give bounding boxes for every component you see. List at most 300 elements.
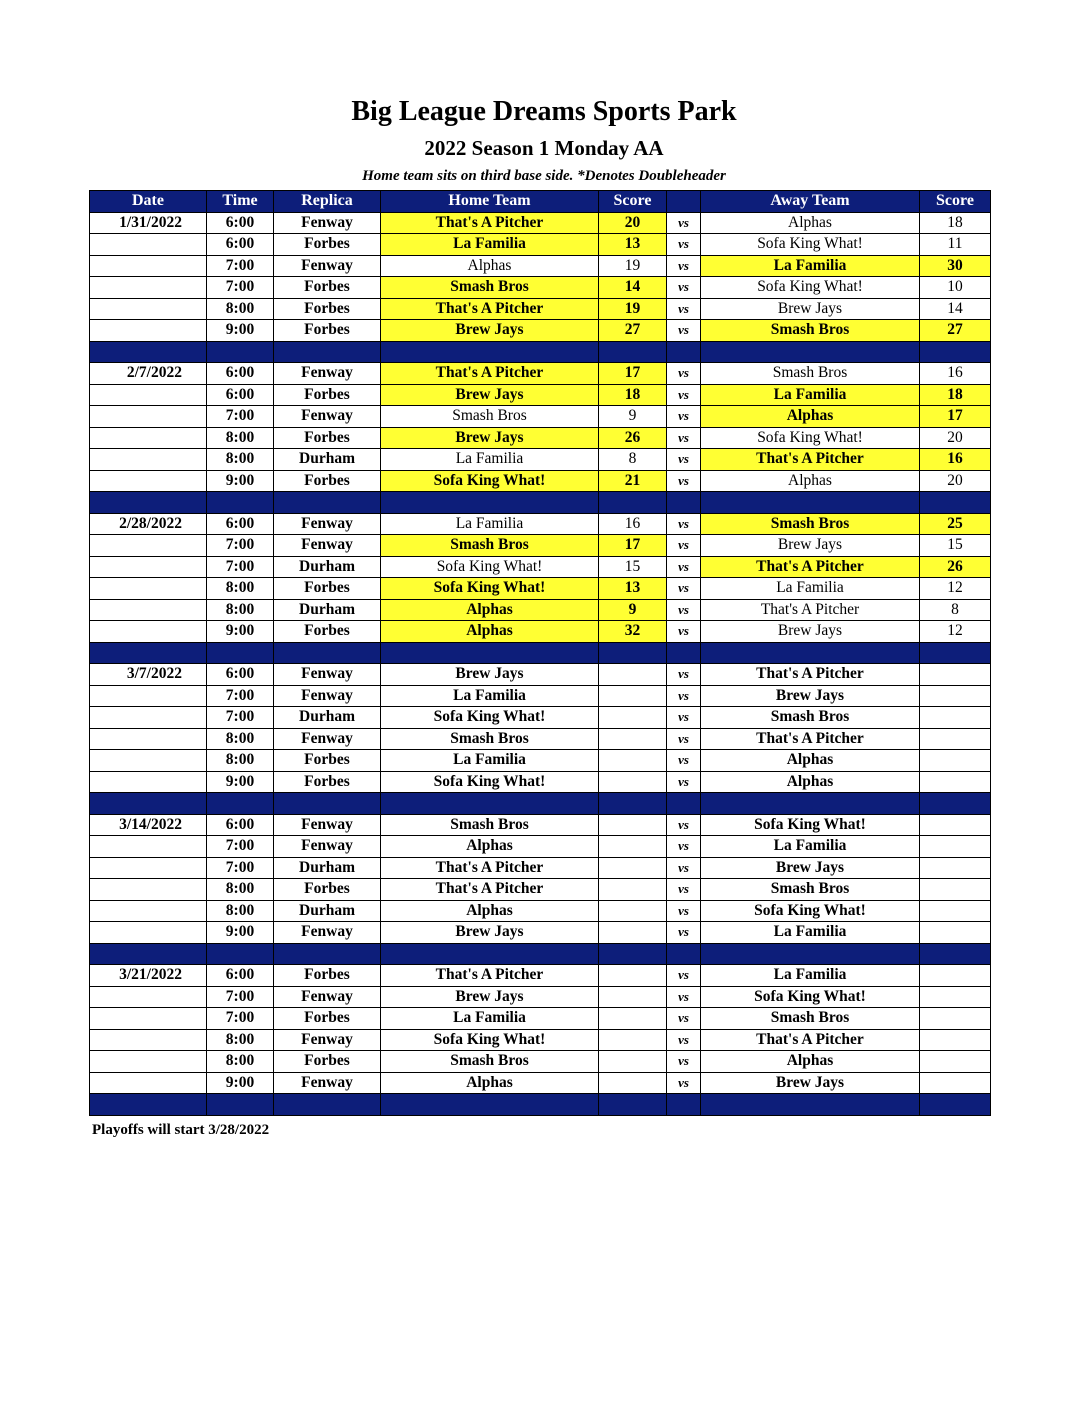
replica-cell: Fenway [274, 836, 381, 858]
date-cell [90, 578, 207, 600]
home-score-cell: 20 [599, 212, 667, 234]
separator-cell [920, 642, 991, 664]
vs-cell: vs [667, 1008, 701, 1030]
home-team-cell: That's A Pitcher [381, 212, 599, 234]
separator-cell [599, 1094, 667, 1116]
game-row [90, 707, 991, 729]
time-cell: 9:00 [207, 621, 274, 643]
away-score-cell: 12 [920, 621, 991, 643]
home-score-cell [599, 750, 667, 772]
game-row [90, 664, 991, 686]
time-cell: 9:00 [207, 1072, 274, 1094]
home-team-cell: Alphas [381, 836, 599, 858]
time-cell: 7:00 [207, 685, 274, 707]
away-score-cell [920, 1051, 991, 1073]
game-row [90, 298, 991, 320]
vs-cell: vs [667, 535, 701, 557]
date-cell: 3/7/2022 [90, 664, 207, 686]
replica-cell: Forbes [274, 277, 381, 299]
date-cell [90, 470, 207, 492]
home-score-cell [599, 836, 667, 858]
playoffs-note: Playoffs will start 3/28/2022 [92, 1122, 270, 1138]
home-team-cell: Alphas [381, 255, 599, 277]
away-score-cell [920, 728, 991, 750]
separator-cell [274, 793, 381, 815]
away-team-cell: Smash Bros [701, 513, 920, 535]
time-cell: 8:00 [207, 1029, 274, 1051]
game-row [90, 879, 991, 901]
replica-cell: Forbes [274, 1008, 381, 1030]
vs-cell: vs [667, 427, 701, 449]
home-score-cell: 27 [599, 320, 667, 342]
away-team-cell: Alphas [701, 406, 920, 428]
time-cell: 8:00 [207, 427, 274, 449]
game-row [90, 363, 991, 385]
home-team-cell: Smash Bros [381, 535, 599, 557]
game-row [90, 750, 991, 772]
replica-cell: Forbes [274, 1051, 381, 1073]
away-score-cell: 15 [920, 535, 991, 557]
home-team-cell: Brew Jays [381, 986, 599, 1008]
away-team-cell: That's A Pitcher [701, 449, 920, 471]
game-row [90, 234, 991, 256]
separator-cell [381, 642, 599, 664]
col-header-away-score: Score [920, 191, 991, 213]
vs-cell: vs [667, 234, 701, 256]
away-score-cell: 27 [920, 320, 991, 342]
home-team-cell: Sofa King What! [381, 556, 599, 578]
replica-cell: Forbes [274, 578, 381, 600]
away-score-cell: 11 [920, 234, 991, 256]
date-cell [90, 857, 207, 879]
replica-cell: Forbes [274, 965, 381, 987]
home-score-cell: 17 [599, 535, 667, 557]
game-row [90, 771, 991, 793]
date-cell [90, 384, 207, 406]
home-score-cell: 16 [599, 513, 667, 535]
home-score-cell: 14 [599, 277, 667, 299]
schedule-body [90, 212, 991, 1115]
schedule-table [89, 190, 991, 1116]
game-row [90, 320, 991, 342]
separator-cell [90, 341, 207, 363]
away-score-cell [920, 900, 991, 922]
vs-cell: vs [667, 922, 701, 944]
time-cell: 8:00 [207, 750, 274, 772]
game-row [90, 965, 991, 987]
replica-cell: Forbes [274, 320, 381, 342]
vs-cell: vs [667, 406, 701, 428]
replica-cell: Forbes [274, 771, 381, 793]
game-row [90, 621, 991, 643]
home-team-cell: Smash Bros [381, 406, 599, 428]
away-score-cell: 16 [920, 363, 991, 385]
home-team-cell: Alphas [381, 1072, 599, 1094]
date-cell: 1/31/2022 [90, 212, 207, 234]
vs-cell: vs [667, 836, 701, 858]
away-team-cell: Sofa King What! [701, 986, 920, 1008]
vs-cell: vs [667, 384, 701, 406]
replica-cell: Fenway [274, 255, 381, 277]
separator-cell [381, 793, 599, 815]
away-team-cell: That's A Pitcher [701, 664, 920, 686]
date-cell [90, 621, 207, 643]
time-cell: 6:00 [207, 664, 274, 686]
date-cell [90, 879, 207, 901]
time-cell: 8:00 [207, 578, 274, 600]
separator-cell [381, 1094, 599, 1116]
home-score-cell [599, 879, 667, 901]
home-score-cell [599, 900, 667, 922]
home-team-cell: Alphas [381, 900, 599, 922]
date-cell [90, 406, 207, 428]
date-cell [90, 900, 207, 922]
home-team-cell: That's A Pitcher [381, 879, 599, 901]
time-cell: 9:00 [207, 922, 274, 944]
home-team-cell: La Familia [381, 750, 599, 772]
separator-cell [701, 642, 920, 664]
time-cell: 8:00 [207, 449, 274, 471]
home-score-cell [599, 965, 667, 987]
home-score-cell [599, 922, 667, 944]
away-score-cell: 16 [920, 449, 991, 471]
game-row [90, 513, 991, 535]
vs-cell: vs [667, 879, 701, 901]
vs-cell: vs [667, 599, 701, 621]
separator-cell [274, 943, 381, 965]
away-team-cell: Smash Bros [701, 320, 920, 342]
home-team-cell: That's A Pitcher [381, 857, 599, 879]
time-cell: 6:00 [207, 513, 274, 535]
home-team-cell: La Familia [381, 449, 599, 471]
away-score-cell: 20 [920, 427, 991, 449]
vs-cell: vs [667, 986, 701, 1008]
home-team-cell: Smash Bros [381, 814, 599, 836]
date-cell: 3/14/2022 [90, 814, 207, 836]
game-row [90, 986, 991, 1008]
game-row [90, 900, 991, 922]
separator-cell [381, 943, 599, 965]
separator-cell [207, 793, 274, 815]
away-score-cell [920, 685, 991, 707]
time-cell: 6:00 [207, 384, 274, 406]
time-cell: 7:00 [207, 857, 274, 879]
home-score-cell: 9 [599, 406, 667, 428]
separator-cell [90, 1094, 207, 1116]
game-row [90, 857, 991, 879]
game-row [90, 728, 991, 750]
date-cell [90, 427, 207, 449]
replica-cell: Fenway [274, 513, 381, 535]
away-score-cell [920, 814, 991, 836]
date-cell [90, 707, 207, 729]
game-row [90, 1051, 991, 1073]
time-cell: 8:00 [207, 298, 274, 320]
away-score-cell: 17 [920, 406, 991, 428]
vs-cell: vs [667, 750, 701, 772]
vs-cell: vs [667, 857, 701, 879]
away-team-cell: La Familia [701, 578, 920, 600]
replica-cell: Fenway [274, 406, 381, 428]
away-score-cell: 26 [920, 556, 991, 578]
away-team-cell: Smash Bros [701, 707, 920, 729]
replica-cell: Fenway [274, 1029, 381, 1051]
replica-cell: Fenway [274, 212, 381, 234]
week-separator-row [90, 793, 991, 815]
replica-cell: Forbes [274, 427, 381, 449]
separator-cell [667, 1094, 701, 1116]
home-score-cell: 19 [599, 255, 667, 277]
away-score-cell: 12 [920, 578, 991, 600]
replica-cell: Durham [274, 599, 381, 621]
separator-cell [90, 793, 207, 815]
date-cell [90, 986, 207, 1008]
home-score-cell: 9 [599, 599, 667, 621]
away-score-cell: 8 [920, 599, 991, 621]
time-cell: 8:00 [207, 599, 274, 621]
date-cell [90, 255, 207, 277]
away-team-cell: That's A Pitcher [701, 599, 920, 621]
home-score-cell: 13 [599, 578, 667, 600]
separator-cell [599, 943, 667, 965]
home-team-cell: Alphas [381, 621, 599, 643]
week-separator-row [90, 943, 991, 965]
home-team-cell: That's A Pitcher [381, 363, 599, 385]
time-cell: 7:00 [207, 255, 274, 277]
game-row [90, 535, 991, 557]
away-score-cell [920, 707, 991, 729]
date-cell [90, 298, 207, 320]
vs-cell: vs [667, 578, 701, 600]
time-cell: 6:00 [207, 814, 274, 836]
separator-cell [701, 943, 920, 965]
col-header-vs [667, 191, 701, 213]
date-cell [90, 771, 207, 793]
separator-cell [599, 793, 667, 815]
away-score-cell [920, 986, 991, 1008]
week-separator-row [90, 642, 991, 664]
away-team-cell: Alphas [701, 212, 920, 234]
away-score-cell [920, 857, 991, 879]
separator-cell [920, 492, 991, 514]
game-row [90, 685, 991, 707]
date-cell [90, 836, 207, 858]
replica-cell: Forbes [274, 298, 381, 320]
away-team-cell: Brew Jays [701, 857, 920, 879]
replica-cell: Fenway [274, 363, 381, 385]
time-cell: 7:00 [207, 986, 274, 1008]
away-team-cell: La Familia [701, 255, 920, 277]
separator-cell [701, 492, 920, 514]
home-team-cell: La Familia [381, 234, 599, 256]
replica-cell: Fenway [274, 685, 381, 707]
home-score-cell [599, 1029, 667, 1051]
vs-cell: vs [667, 1051, 701, 1073]
separator-cell [701, 341, 920, 363]
away-team-cell: La Familia [701, 836, 920, 858]
game-row [90, 427, 991, 449]
home-team-cell: That's A Pitcher [381, 298, 599, 320]
separator-cell [667, 642, 701, 664]
separator-cell [599, 492, 667, 514]
separator-cell [381, 341, 599, 363]
vs-cell: vs [667, 298, 701, 320]
vs-cell: vs [667, 814, 701, 836]
time-cell: 7:00 [207, 1008, 274, 1030]
game-row [90, 384, 991, 406]
separator-cell [274, 642, 381, 664]
away-score-cell: 20 [920, 470, 991, 492]
game-row [90, 556, 991, 578]
separator-cell [381, 492, 599, 514]
time-cell: 7:00 [207, 556, 274, 578]
separator-cell [920, 943, 991, 965]
separator-cell [207, 943, 274, 965]
time-cell: 7:00 [207, 277, 274, 299]
home-team-cell: Smash Bros [381, 1051, 599, 1073]
game-row [90, 578, 991, 600]
time-cell: 8:00 [207, 900, 274, 922]
away-team-cell: Alphas [701, 771, 920, 793]
time-cell: 8:00 [207, 728, 274, 750]
replica-cell: Durham [274, 857, 381, 879]
home-team-cell: Sofa King What! [381, 470, 599, 492]
game-row [90, 449, 991, 471]
replica-cell: Fenway [274, 986, 381, 1008]
separator-cell [274, 341, 381, 363]
date-cell [90, 599, 207, 621]
home-score-cell: 18 [599, 384, 667, 406]
time-cell: 6:00 [207, 363, 274, 385]
replica-cell: Fenway [274, 664, 381, 686]
replica-cell: Fenway [274, 535, 381, 557]
home-score-cell [599, 1072, 667, 1094]
date-cell [90, 685, 207, 707]
away-team-cell: Alphas [701, 750, 920, 772]
separator-cell [667, 341, 701, 363]
col-header-home-team: Home Team [381, 191, 599, 213]
separator-cell [920, 1094, 991, 1116]
game-row [90, 470, 991, 492]
time-cell: 6:00 [207, 965, 274, 987]
away-team-cell: Brew Jays [701, 1072, 920, 1094]
away-score-cell [920, 965, 991, 987]
away-score-cell [920, 664, 991, 686]
week-separator-row [90, 341, 991, 363]
away-score-cell: 18 [920, 384, 991, 406]
header-row [90, 191, 991, 213]
away-score-cell: 25 [920, 513, 991, 535]
date-cell [90, 234, 207, 256]
away-score-cell [920, 922, 991, 944]
time-cell: 7:00 [207, 836, 274, 858]
game-row [90, 212, 991, 234]
vs-cell: vs [667, 965, 701, 987]
home-team-cell: Sofa King What! [381, 1029, 599, 1051]
game-row [90, 814, 991, 836]
separator-cell [90, 492, 207, 514]
vs-cell: vs [667, 556, 701, 578]
home-score-cell [599, 707, 667, 729]
col-header-replica: Replica [274, 191, 381, 213]
date-cell [90, 535, 207, 557]
time-cell: 9:00 [207, 470, 274, 492]
home-score-cell [599, 664, 667, 686]
away-team-cell: Brew Jays [701, 621, 920, 643]
vs-cell: vs [667, 771, 701, 793]
home-team-cell: Brew Jays [381, 384, 599, 406]
vs-cell: vs [667, 363, 701, 385]
replica-cell: Fenway [274, 728, 381, 750]
away-team-cell: Sofa King What! [701, 277, 920, 299]
separator-cell [920, 793, 991, 815]
game-row [90, 1072, 991, 1094]
separator-cell [207, 642, 274, 664]
away-score-cell [920, 750, 991, 772]
game-row [90, 1029, 991, 1051]
date-cell: 3/21/2022 [90, 965, 207, 987]
game-row [90, 255, 991, 277]
vs-cell: vs [667, 320, 701, 342]
home-score-cell: 26 [599, 427, 667, 449]
home-team-cell: Brew Jays [381, 427, 599, 449]
col-header-date: Date [90, 191, 207, 213]
home-team-cell: La Familia [381, 513, 599, 535]
vs-cell: vs [667, 1072, 701, 1094]
away-team-cell: Brew Jays [701, 298, 920, 320]
vs-cell: vs [667, 1029, 701, 1051]
away-team-cell: That's A Pitcher [701, 728, 920, 750]
replica-cell: Durham [274, 707, 381, 729]
home-score-cell [599, 728, 667, 750]
home-team-cell: Alphas [381, 599, 599, 621]
vs-cell: vs [667, 277, 701, 299]
time-cell: 6:00 [207, 212, 274, 234]
away-team-cell: Smash Bros [701, 1008, 920, 1030]
away-team-cell: Alphas [701, 470, 920, 492]
separator-cell [920, 341, 991, 363]
separator-cell [90, 642, 207, 664]
home-team-cell: Sofa King What! [381, 578, 599, 600]
home-team-cell: Sofa King What! [381, 771, 599, 793]
col-header-home-score: Score [599, 191, 667, 213]
home-score-cell: 32 [599, 621, 667, 643]
vs-cell: vs [667, 470, 701, 492]
time-cell: 8:00 [207, 1051, 274, 1073]
away-score-cell [920, 879, 991, 901]
home-score-cell: 8 [599, 449, 667, 471]
separator-cell [667, 943, 701, 965]
away-team-cell: Brew Jays [701, 535, 920, 557]
away-team-cell: La Familia [701, 922, 920, 944]
col-header-time: Time [207, 191, 274, 213]
away-team-cell: Alphas [701, 1051, 920, 1073]
vs-cell: vs [667, 900, 701, 922]
away-score-cell [920, 1072, 991, 1094]
date-cell [90, 750, 207, 772]
vs-cell: vs [667, 212, 701, 234]
away-score-cell [920, 1008, 991, 1030]
separator-cell [207, 492, 274, 514]
game-row [90, 599, 991, 621]
home-team-cell: La Familia [381, 685, 599, 707]
replica-cell: Fenway [274, 1072, 381, 1094]
replica-cell: Fenway [274, 814, 381, 836]
away-team-cell: Sofa King What! [701, 814, 920, 836]
replica-cell: Fenway [274, 922, 381, 944]
away-team-cell: Sofa King What! [701, 234, 920, 256]
vs-cell: vs [667, 513, 701, 535]
